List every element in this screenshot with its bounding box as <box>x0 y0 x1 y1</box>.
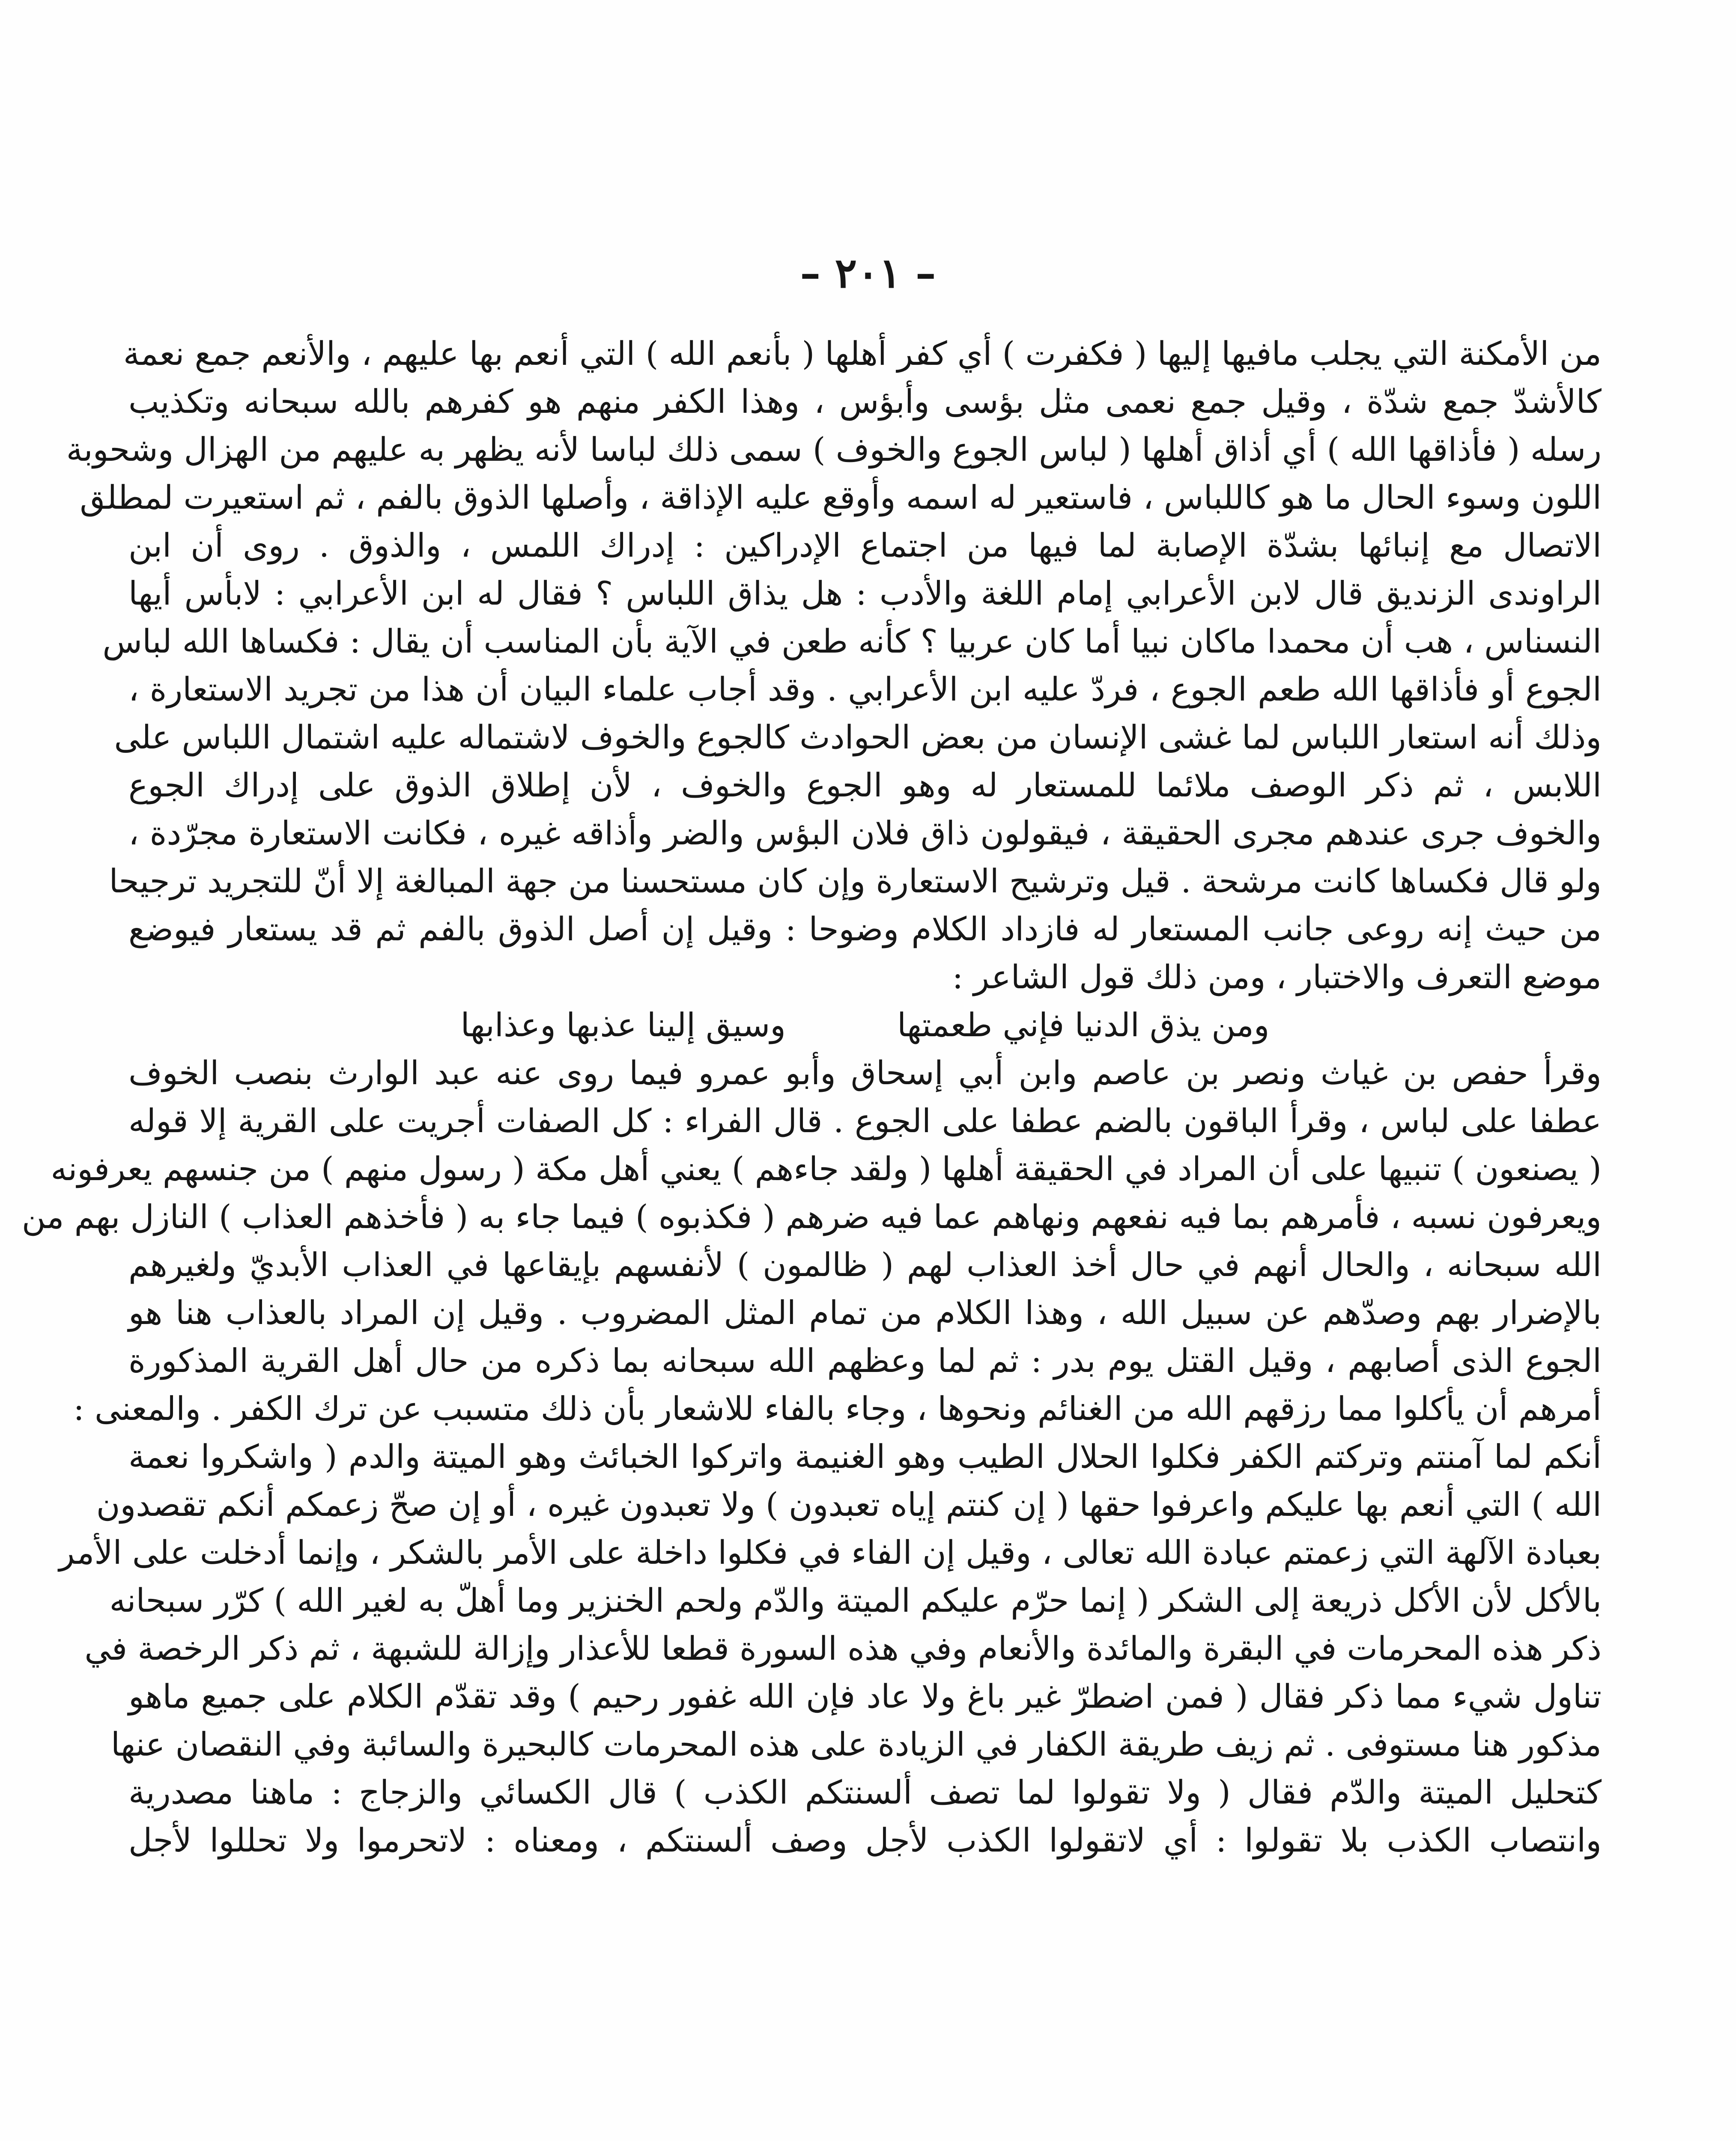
text-line: رسله ( فأذاقها الله ) أي أذاق أهلها ( لباس الجوع والخوف ) سمى ذلك لباسا لأنه يظهر به عليهم من الهزال وشحوبة <box>66 430 1602 468</box>
text-line: بعبادة الآلهة التي زعمتم عبادة الله تعالى ، وقيل إن الفاء في فكلوا داخلة على الأمر بالشكر ، وإنما أدخلت على الأمر <box>59 1533 1602 1571</box>
text-line: ( يصنعون ) تنبيها على أن المراد في الحقيقة أهلها ( ولقد جاءهم ) يعني أهل مكة ( رسول منهم ) من جنسهم يعرفونه <box>51 1150 1602 1188</box>
text-line: الاتصال مع إنبائها بشدّة الإصابة لما فيها من اجتماع الإدراكين : إدراك اللمس ، والذوق . روى أن ابن <box>128 526 1602 564</box>
text-line: وقرأ حفص بن غياث ونصر بن عاصم وابن أبي إسحاق وأبو عمرو فيما روى عنه عبد الوارث بنصب الخوف <box>128 1054 1602 1092</box>
text-line: الله سبحانه ، والحال أنهم في حال أخذ العذاب لهم ( ظالمون ) لأنفسهم بإيقاعها في العذاب الأبديّ ولغيرهم <box>128 1246 1602 1284</box>
text-line: مذكور هنا مستوفى . ثم زيف طريقة الكفار في الزيادة على هذه المحرمات كالبحيرة والسائبة وفي النقصان عنها <box>110 1725 1602 1763</box>
text-line: الراوندى الزنديق قال لابن الأعرابي إمام اللغة والأدب : هل يذاق اللباس ؟ فقال له ابن الأعرابي : لابأس أيها <box>128 574 1602 612</box>
text-line: أمرهم أن يأكلوا مما رزقهم الله من الغنائم ونحوها ، وجاء بالفاء للاشعار بأن ذلك متسبب عن ترك الكفر . والمعنى : <box>73 1390 1602 1428</box>
text-line: وانتصاب الكذب بلا تقولوا : أي لاتقولوا الكذب لأجل وصف ألسنتكم ، ومعناه : لاتحرموا ولا تحللوا لأجل <box>128 1821 1602 1859</box>
poetry-verse <box>128 1001 1602 1049</box>
text-line: ويعرفون نسبه ، فأمرهم بما فيه نفعهم ونهاهم عما فيه ضرهم ( فكذبوه ) فيما جاء به ( فأخذهم العذاب ) النازل بهم من <box>21 1198 1602 1236</box>
text-line: الله ) التي أنعم بها عليكم واعرفوا حقها ( إن كنتم إياه تعبدون ) ولا تعبدون غيره ، أو إن صحّ زعمكم أنكم تقصدون <box>96 1485 1602 1524</box>
text-line: اللون وسوء الحال ما هو كاللباس ، فاستعير له اسمه وأوقع عليه الإذاقة ، وأصلها الذوق بالفم ، ثم استعيرت لمطلق <box>80 478 1602 516</box>
verse-hemistich-second: وسيق إلينا عذبها وعذابها <box>460 1006 786 1044</box>
page-number: – ٢٠١ – <box>800 249 936 297</box>
text-line: بالإضرار بهم وصدّهم عن سبيل الله ، وهذا الكلام من تمام المثل المضروب . وقيل إن المراد بالعذاب هنا هو <box>128 1294 1602 1332</box>
text-line: والخوف جرى عندهم مجرى الحقيقة ، فيقولون ذاق فلان البؤس والضر وأذاقه غيره ، فكانت الاستعارة مجرّدة ، <box>128 814 1602 852</box>
text-line: الجوع الذى أصابهم ، وقيل القتل يوم بدر : ثم لما وعظهم الله سبحانه بما ذكره من حال أهل القرية المذكورة <box>128 1342 1602 1380</box>
text-line: الجوع أو فأذاقها الله طعم الجوع ، فردّ عليه ابن الأعرابي . وقد أجاب علماء البيان أن هذا من تجريد الاستعارة ، <box>128 670 1602 708</box>
text-line: ذكر هذه المحرمات في البقرة والمائدة والأنعام وفي هذه السورة قطعا للأعذار وإزالة للشبهة ، ثم ذكر الرخصة في <box>84 1629 1602 1667</box>
text-line: اللابس ، ثم ذكر الوصف ملائما للمستعار له وهو الجوع والخوف ، لأن إطلاق الذوق على إدراك الجوع <box>128 766 1602 804</box>
page-body <box>21 330 1602 1864</box>
text-line: كتحليل الميتة والدّم فقال ( ولا تقولوا لما تصف ألسنتكم الكذب ) قال الكسائي والزجاج : ماهنا مصدرية <box>128 1773 1602 1811</box>
text-line: عطفا على لباس ، وقرأ الباقون بالضم عطفا على الجوع . قال الفراء : كل الصفات أجريت على القرية إلا قوله <box>128 1102 1602 1140</box>
text-line: كالأشدّ جمع شدّة ، وقيل جمع نعمى مثل بؤسى وأبؤس ، وهذا الكفر منهم هو كفرهم بالله سبحانه وتكذيب <box>128 382 1602 420</box>
text-line: موضع التعرف والاختبار ، ومن ذلك قول الشاعر : <box>952 958 1602 996</box>
verse-hemistich-first: ومن يذق الدنيا فإني طعمتها <box>897 1006 1270 1044</box>
text-line: النسناس ، هب أن محمدا ماكان نبيا أما كان عربيا ؟ كأنه طعن في الآية بأن المناسب أن يقال : فكساها الله لباس <box>102 622 1602 660</box>
text-line: من الأمكنة التي يجلب مافيها إليها ( فكفرت ) أي كفر أهلها ( بأنعم الله ) التي أنعم بها عليهم ، والأنعم جمع نعمة <box>123 334 1602 373</box>
text-line: من حيث إنه روعى جانب المستعار له فازداد الكلام وضوحا : وقيل إن أصل الذوق بالفم ثم قد يستعار فيوضع <box>128 910 1602 948</box>
text-line: أنكم لما آمنتم وتركتم الكفر فكلوا الحلال الطيب وهو الغنيمة واتركوا الخبائث وهو الميتة والدم ( واشكروا نعمة <box>128 1437 1602 1476</box>
text-line: بالأكل لأن الأكل ذريعة إلى الشكر ( إنما حرّم عليكم الميتة والدّم ولحم الخنزير وما أهلّ به لغير الله ) كرّر سبحانه <box>109 1581 1602 1619</box>
text-line: تناول شيء مما ذكر فقال ( فمن اضطرّ غير باغ ولا عاد فإن الله غفور رحيم ) وقد تقدّم الكلام على جميع ماهو <box>128 1677 1602 1715</box>
text-line: وذلك أنه استعار اللباس لما غشى الإنسان من بعض الحوادث كالجوع والخوف لاشتماله عليه اشتمال اللباس على <box>114 718 1602 756</box>
text-line: ولو قال فكساها كانت مرشحة . قيل وترشيح الاستعارة وإن كان مستحسنا من جهة المبالغة إلا أنّ للتجريد ترجيحا <box>109 862 1602 900</box>
